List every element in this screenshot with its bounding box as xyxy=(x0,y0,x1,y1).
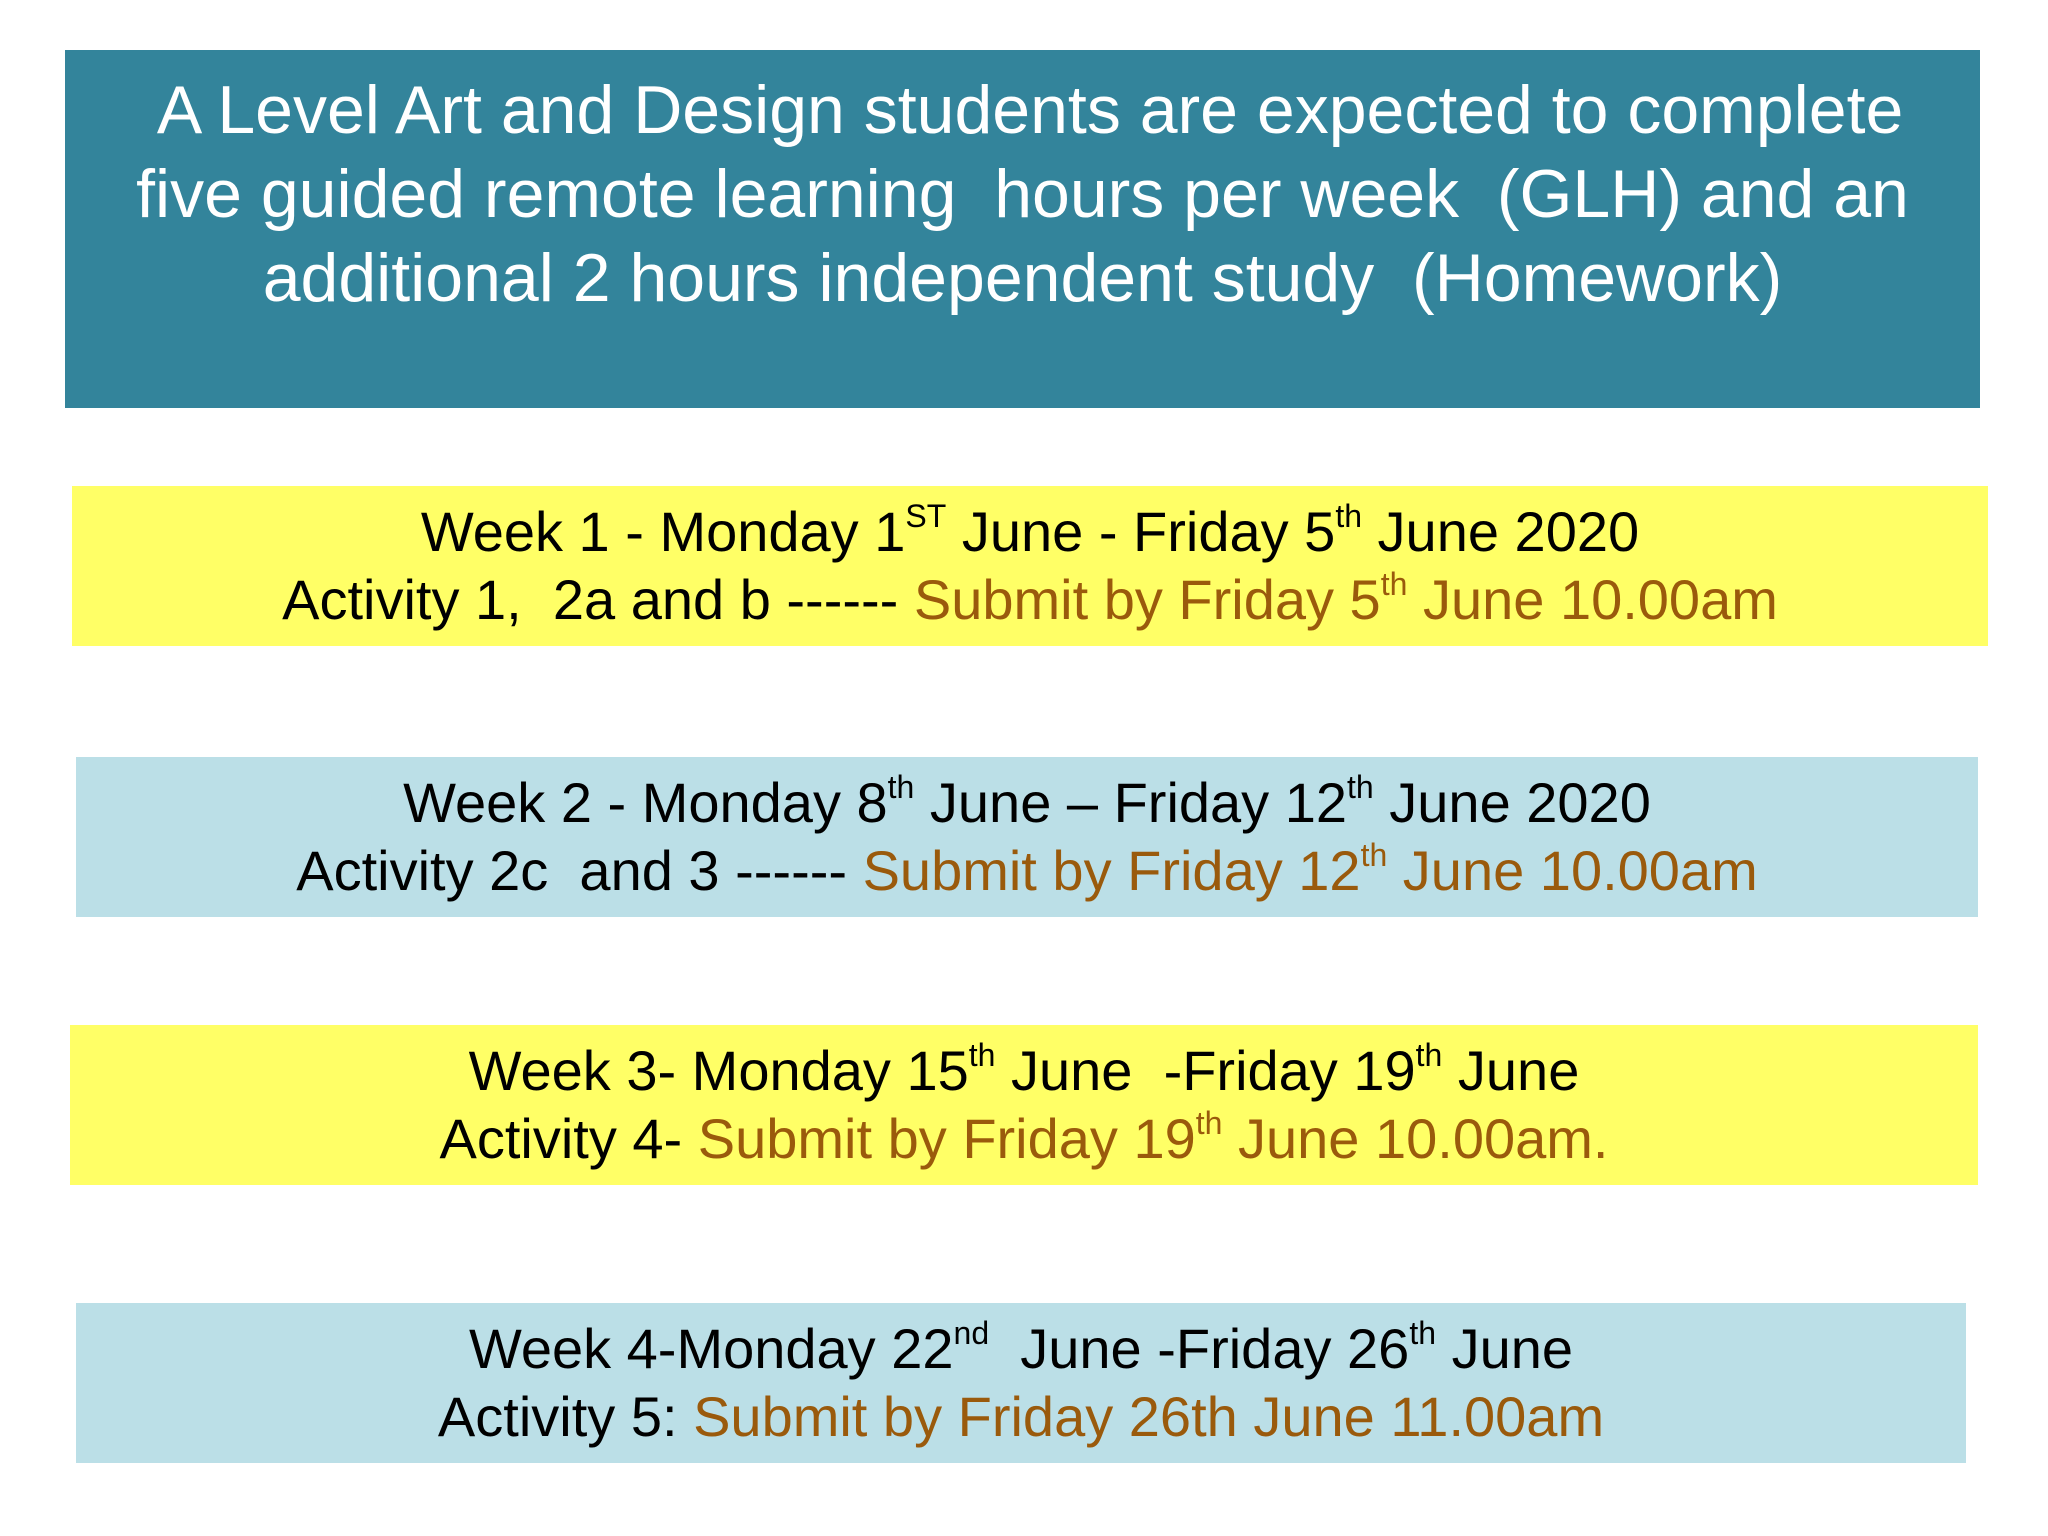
week-4-box xyxy=(76,1303,1966,1463)
week-1-deadline: Submit by Friday 5th June 10.00am xyxy=(913,566,1778,631)
week-1-title: Week 1 - Monday 1ST June - Friday 5th June 2020 xyxy=(420,498,1640,563)
week-4-title: Week 4-Monday 22nd June -Friday 26th June xyxy=(468,1315,1574,1380)
week-2-title: Week 2 - Monday 8th June – Friday 12th June 2020 xyxy=(403,769,1651,834)
week-3-title: Week 3- Monday 15th June -Friday 19th June xyxy=(468,1037,1580,1102)
week-3-deadline: Submit by Friday 19th June 10.00am. xyxy=(697,1105,1609,1170)
week-1-box xyxy=(72,486,1988,646)
week-1-activity: Activity 1, 2a and b ------ Submit by Friday 5th June 10.00am xyxy=(282,566,1778,631)
week-4-deadline: Submit by Friday 26th June 11.00am xyxy=(693,1385,1605,1448)
week-2-activity: Activity 2c and 3 ------ Submit by Friday 12th June 10.00am xyxy=(296,837,1758,902)
intro-line-3: additional 2 hours independent study (Homework) xyxy=(262,240,1783,316)
week-2-deadline: Submit by Friday 12th June 10.00am xyxy=(862,837,1758,902)
intro-line-2: five guided remote learning hours per week (GLH) and an xyxy=(136,156,1909,232)
week-2-box xyxy=(76,757,1978,917)
intro-line-1: A Level Art and Design students are expected to complete xyxy=(141,72,1904,148)
intro-banner xyxy=(65,50,1980,408)
week-4-activity: Activity 5: Submit by Friday 26th June 11.00am xyxy=(437,1385,1605,1448)
week-3-box xyxy=(70,1025,1978,1185)
week-3-activity: Activity 4- Submit by Friday 19th June 10.00am. xyxy=(439,1105,1609,1170)
